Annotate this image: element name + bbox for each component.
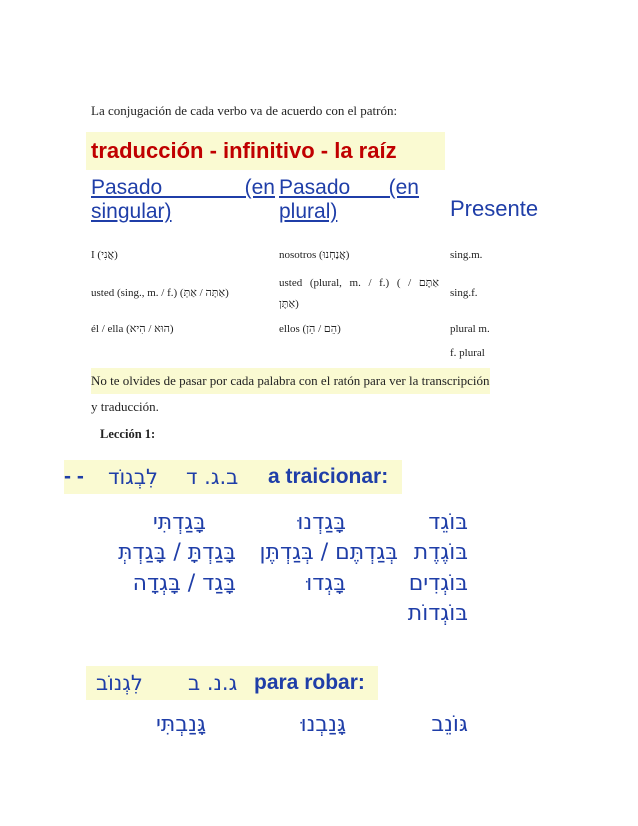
verb-1-pres-2[interactable]: בּוֹגֶדֶת xyxy=(413,540,468,565)
mouseover-note xyxy=(91,368,551,420)
verb-2-root: ג.נ. ב xyxy=(188,671,238,695)
lesson-title: Lección 1: xyxy=(100,427,156,441)
verb-1-plur-2[interactable]: בְּגַדְתֶּם / בְּגַדְתֶּן xyxy=(259,540,398,565)
verb-1-infinitive[interactable]: לִבְגוֹד xyxy=(108,465,158,489)
cell-plur-3: ellos (הֵם / הֵן) xyxy=(279,323,341,335)
conjugation-table xyxy=(86,170,552,364)
verb-2-sing-1[interactable]: גָּנַבְתִּי xyxy=(156,712,206,737)
header-present: Presente xyxy=(450,196,539,221)
verb-1-meaning: a traicionar: xyxy=(268,465,389,488)
cell-sing-1: I (אֲנִי) xyxy=(91,249,118,261)
verb-1-sing-1[interactable]: בָּגַדְתִּי xyxy=(152,510,206,535)
verb-2-pres-1[interactable]: גּוֹנֵב xyxy=(431,712,468,737)
verb-1-pres-3[interactable]: בּוֹגְדִים xyxy=(408,571,468,596)
verb-1-root: ב.ג. ד xyxy=(186,465,239,489)
header-past-singular-line1: Pasado (en xyxy=(91,176,275,199)
verb-1-plur-1[interactable]: בָּגַדְנוּ xyxy=(297,510,346,535)
verb-1-pres-4[interactable]: בּוֹגְדוֹת xyxy=(407,601,468,626)
cell-plur-1: nosotros (אֲנַחְנוּ) xyxy=(279,249,350,261)
cell-plur-2b: אַתֶּן) xyxy=(279,298,299,310)
verb-1-heading xyxy=(64,460,402,494)
cell-pres-1: sing.m. xyxy=(450,249,483,261)
cell-sing-2: usted (sing., m. / f.) (אַתָּה / אַתְּ) xyxy=(91,287,229,299)
note-line-1: No te olvides de pasar por cada palabra con el ratón para ver la transcripción xyxy=(91,368,490,394)
cell-pres-2: sing.f. xyxy=(450,287,478,299)
cell-pres-4: f. plural xyxy=(450,347,485,359)
verb-1-pres-1[interactable]: בּוֹגֵד xyxy=(428,510,468,535)
verb-2-plur-1[interactable]: גָּנַבְנוּ xyxy=(300,712,346,737)
verb-1-sing-3[interactable]: בָּגַד / בָּגְדָה xyxy=(132,571,236,596)
cell-sing-3: él / ella (הוּא / הִיא) xyxy=(91,323,174,335)
verb-2-infinitive[interactable]: לִגְנוֹב xyxy=(96,671,143,695)
verb-1-plur-3[interactable]: בָּגְדוּ xyxy=(306,571,346,596)
verb-2-meaning: para robar: xyxy=(254,671,365,694)
cell-pres-3: plural m. xyxy=(450,323,490,335)
verb-1-sing-2[interactable]: בָּגַדְתָּ / בָּגַדְתְּ xyxy=(118,540,236,565)
pattern-heading: traducción - infinitivo - la raíz xyxy=(86,132,445,170)
note-line-2: y traducción. xyxy=(91,399,159,414)
header-past-singular-line2: singular) xyxy=(91,200,172,223)
header-past-plural-line2: plural) xyxy=(279,200,338,223)
header-past-plural-line1: Pasado (en xyxy=(279,176,419,199)
verb-1-dashes: - - xyxy=(64,465,84,488)
verb-2-heading xyxy=(86,666,378,700)
cell-plur-2a: usted (plural, m. / f.) ( / אַתֶּם xyxy=(279,277,439,289)
intro-text: La conjugación de cada verbo va de acuerdo con el patrón: xyxy=(91,103,398,118)
